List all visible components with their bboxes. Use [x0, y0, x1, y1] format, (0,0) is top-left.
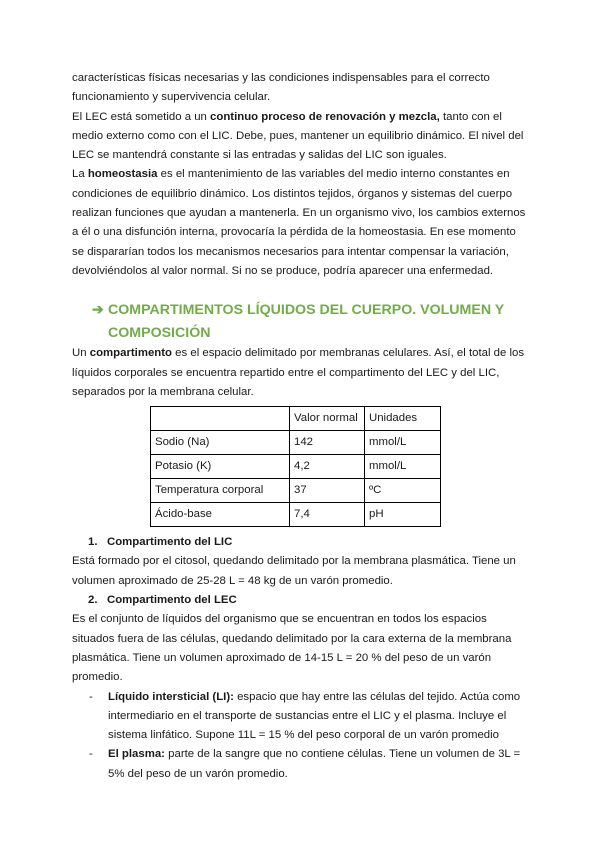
list-number: 1.	[88, 536, 98, 549]
table-cell: Sodio (Na)	[151, 431, 290, 455]
table-cell: pH	[365, 503, 441, 527]
table-cell: mmol/L	[365, 455, 441, 479]
bold-term-compartimento: compartimento	[89, 347, 173, 360]
section-heading	[92, 299, 530, 344]
table-row	[151, 431, 441, 455]
table-cell: 37	[290, 479, 365, 503]
table-header-cell	[151, 407, 290, 431]
lic-heading	[72, 533, 530, 552]
table-cell: 7,4	[290, 503, 365, 527]
section-title-line-2: COMPOSICIÓN	[108, 325, 211, 342]
lic-paragraph: Está formado por el citosol, quedando delimitado por la membrana plasmática. Tiene un volumen aproximado de 25-28 L = 48 kg de un varón promedio.	[72, 555, 516, 587]
list-number: 2.	[88, 594, 98, 607]
compartment-definition: Un compartimento es el espacio delimitado por membranas celulares. Así, el total de los líquidos corporales se encuentra repartido entre el compartimento del LEC y del LIC, separados por la membrana celular.	[72, 347, 525, 398]
table-cell: Potasio (K)	[151, 455, 290, 479]
table-row	[151, 503, 441, 527]
intro-paragraph-2: El LEC está sometido a un continuo proceso de renovación y mezcla, tanto con el medio externo como con el LIC. Debe, pues, mantener un equilibrio dinámico. El nivel del LEC se mantendrá constante si las entradas y salidas del LIC son iguales.	[72, 110, 524, 162]
section-title-line-1: COMPARTIMENTOS LÍQUIDOS DEL CUERPO. VOLUMEN Y	[108, 302, 505, 319]
lic-title: Compartimento del LIC	[107, 536, 233, 549]
table-cell: 4,2	[290, 455, 365, 479]
intro-paragraph-3: La homeostasia es el mantenimiento de las variables del medio interno constantes en condiciones de equilibrio dinámico. Los distintos tejidos, órganos y sistemas del cuerpo realizan funciones que ayudan a mantenerla. En un organismo vivo, los cambios externos a él o una disfunción interna, provocaría la pérdida de la homeostasia. En ese momento se dispararían todos los mecanismos necesarios para intentar compensar la variación, devolviéndolos al valor normal. Si no se produce, podría aparecer una enfermedad.	[72, 168, 526, 277]
table-row	[151, 455, 441, 479]
bold-term-homeostasia: homeostasia	[87, 168, 158, 181]
intro-paragraph-1: características físicas necesarias y las condiciones indispensables para el correcto funcionamiento y supervivencia celular.	[72, 72, 490, 104]
table-cell: ºC	[365, 479, 441, 503]
dash-bullet: -	[89, 748, 93, 761]
table-cell: Temperatura corporal	[151, 479, 290, 503]
table-cell: Ácido-base	[151, 503, 290, 527]
document-page	[72, 69, 530, 784]
lec-title: Compartimento del LEC	[107, 594, 237, 607]
lec-paragraph: Es el conjunto de líquidos del organismo que se encuentran en todos los espacios situados fuera de las células, quedando delimitado por la cara externa de la membrana plasmática. Tiene un volumen aproximado de 14-15 L = 20 % del peso de un varón promedio.	[72, 613, 512, 684]
list-item-term: Líquido intersticial (LI):	[108, 690, 234, 703]
table-cell: mmol/L	[365, 431, 441, 455]
table-cell: 142	[290, 431, 365, 455]
table-header-row	[151, 407, 441, 431]
table-row	[151, 479, 441, 503]
list-item-term: El plasma:	[108, 748, 165, 761]
arrow-right-icon: ➔	[92, 302, 104, 319]
table-header-cell: Unidades	[365, 407, 441, 431]
bold-phrase: continuo proceso de renovación y mezcla,	[210, 110, 440, 123]
lec-heading	[72, 591, 530, 610]
normal-values-table	[150, 406, 441, 527]
table-header-cell: Valor normal	[290, 407, 365, 431]
list-item-plasma: - El plasma: parte de la sangre que no contiene células. Tiene un volumen de 3L = 5% del peso de un varón promedio.	[72, 745, 530, 784]
list-item-liquido-intersticial: - Líquido intersticial (LI): espacio que hay entre las células del tejido. Actúa como intermediario en el transporte de sustancias entre el LIC y el plasma. Incluye el sistema linfático. Supone 11L = 15 % del peso corporal de un varón promedio	[72, 688, 530, 746]
dash-bullet: -	[89, 690, 93, 703]
